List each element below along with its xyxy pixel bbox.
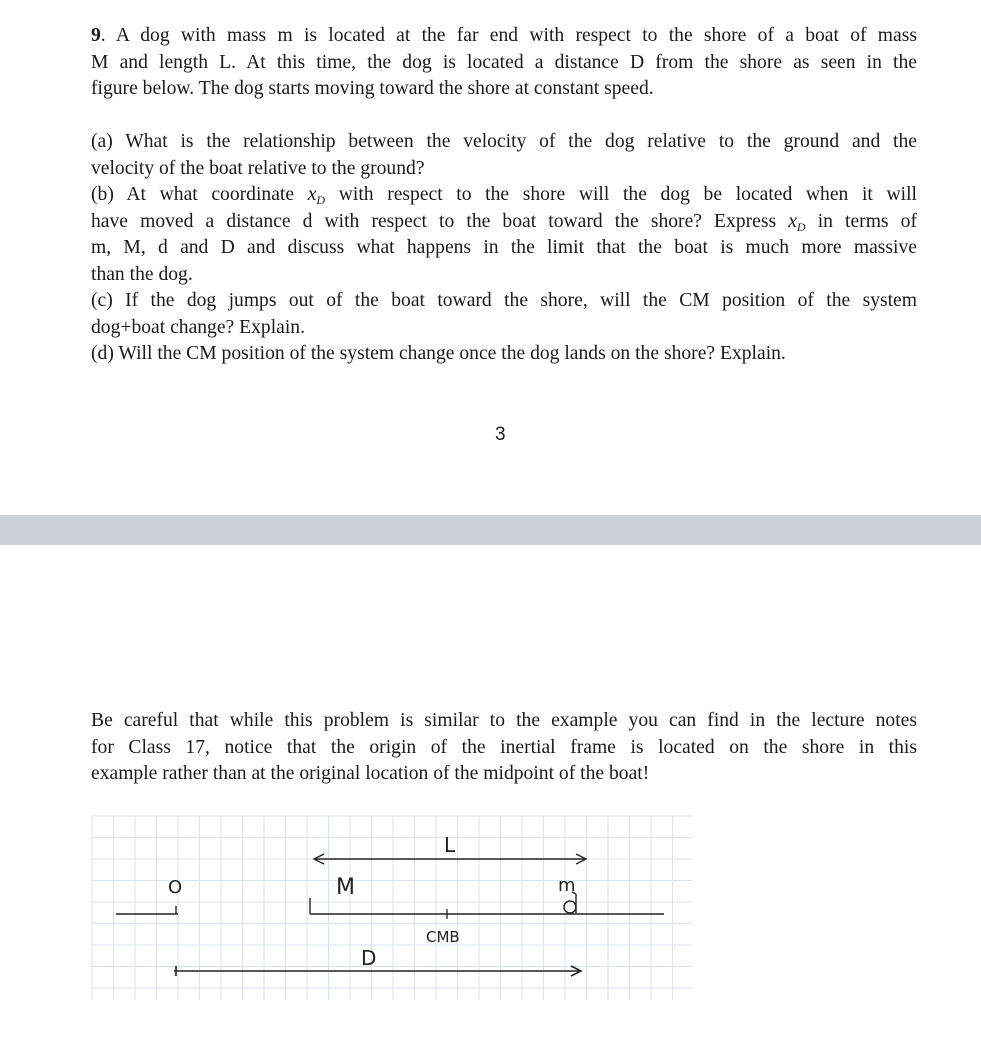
- intro-line: M and length L. At this time, the dog is located a distance D from the shore as seen in the: [91, 51, 917, 73]
- intro-line: . A dog with mass m is located at the far end with respect to the shore of a boat of mass: [100, 25, 917, 46]
- origin-label: O: [168, 877, 183, 898]
- distance-label: D: [361, 946, 377, 970]
- note-line: for Class 17, notice that the origin of the inertial frame is located on the shore in this: [91, 736, 917, 758]
- figure-canvas: [88, 812, 696, 1004]
- part-d-line: (d) Will the CM position of the system change once the dog lands on the shore? Explain.: [91, 343, 786, 364]
- boat-dog-figure: [88, 812, 696, 1004]
- page-number: 3: [495, 424, 506, 445]
- distance-arrow: [174, 966, 581, 976]
- part-c-line: (c) If the dog jumps out of the boat toward the shore, will the CM position of the system: [91, 290, 917, 311]
- note-paragraph: [91, 708, 917, 788]
- grid-paper: [92, 816, 692, 1000]
- part-b-line: (b) At what coordinate $x_D$ with respect to the shore will the dog be located when it will: [91, 184, 917, 207]
- part-b-line: m, M, d and D and discuss what happens in the limit that the boat is much more massive: [91, 237, 917, 258]
- variable-xd: $x_D$: [788, 210, 806, 234]
- part-a-line: velocity of the boat relative to the ground?: [91, 157, 425, 179]
- part-a-line: (a) What is the relationship between the velocity of the dog relative to the ground and the: [91, 131, 917, 152]
- note-line: Be careful that while this problem is similar to the example you can find in the lecture notes: [91, 710, 917, 731]
- intro-line: figure below. The dog starts moving toward the shore at constant speed.: [91, 78, 654, 99]
- page-divider: [0, 515, 981, 545]
- variable-xd: $x_D$: [307, 184, 326, 207]
- dog-mass-label: m: [558, 875, 576, 896]
- problem-parts: [91, 129, 917, 368]
- part-b-line: have moved a distance d with respect to the boat toward the shore? Express $x_D$ in terms of: [91, 210, 917, 234]
- problem-number: 9: [91, 25, 101, 46]
- note-line: example rather than at the original location of the midpoint of the boat!: [91, 763, 650, 784]
- boat-mass-label: M: [336, 875, 355, 900]
- part-c-line: dog+boat change? Explain.: [91, 316, 305, 338]
- length-label: L: [444, 833, 456, 857]
- problem-intro: [91, 23, 917, 103]
- part-b-line: than the dog.: [91, 263, 193, 285]
- cm-label: CMB: [426, 928, 460, 946]
